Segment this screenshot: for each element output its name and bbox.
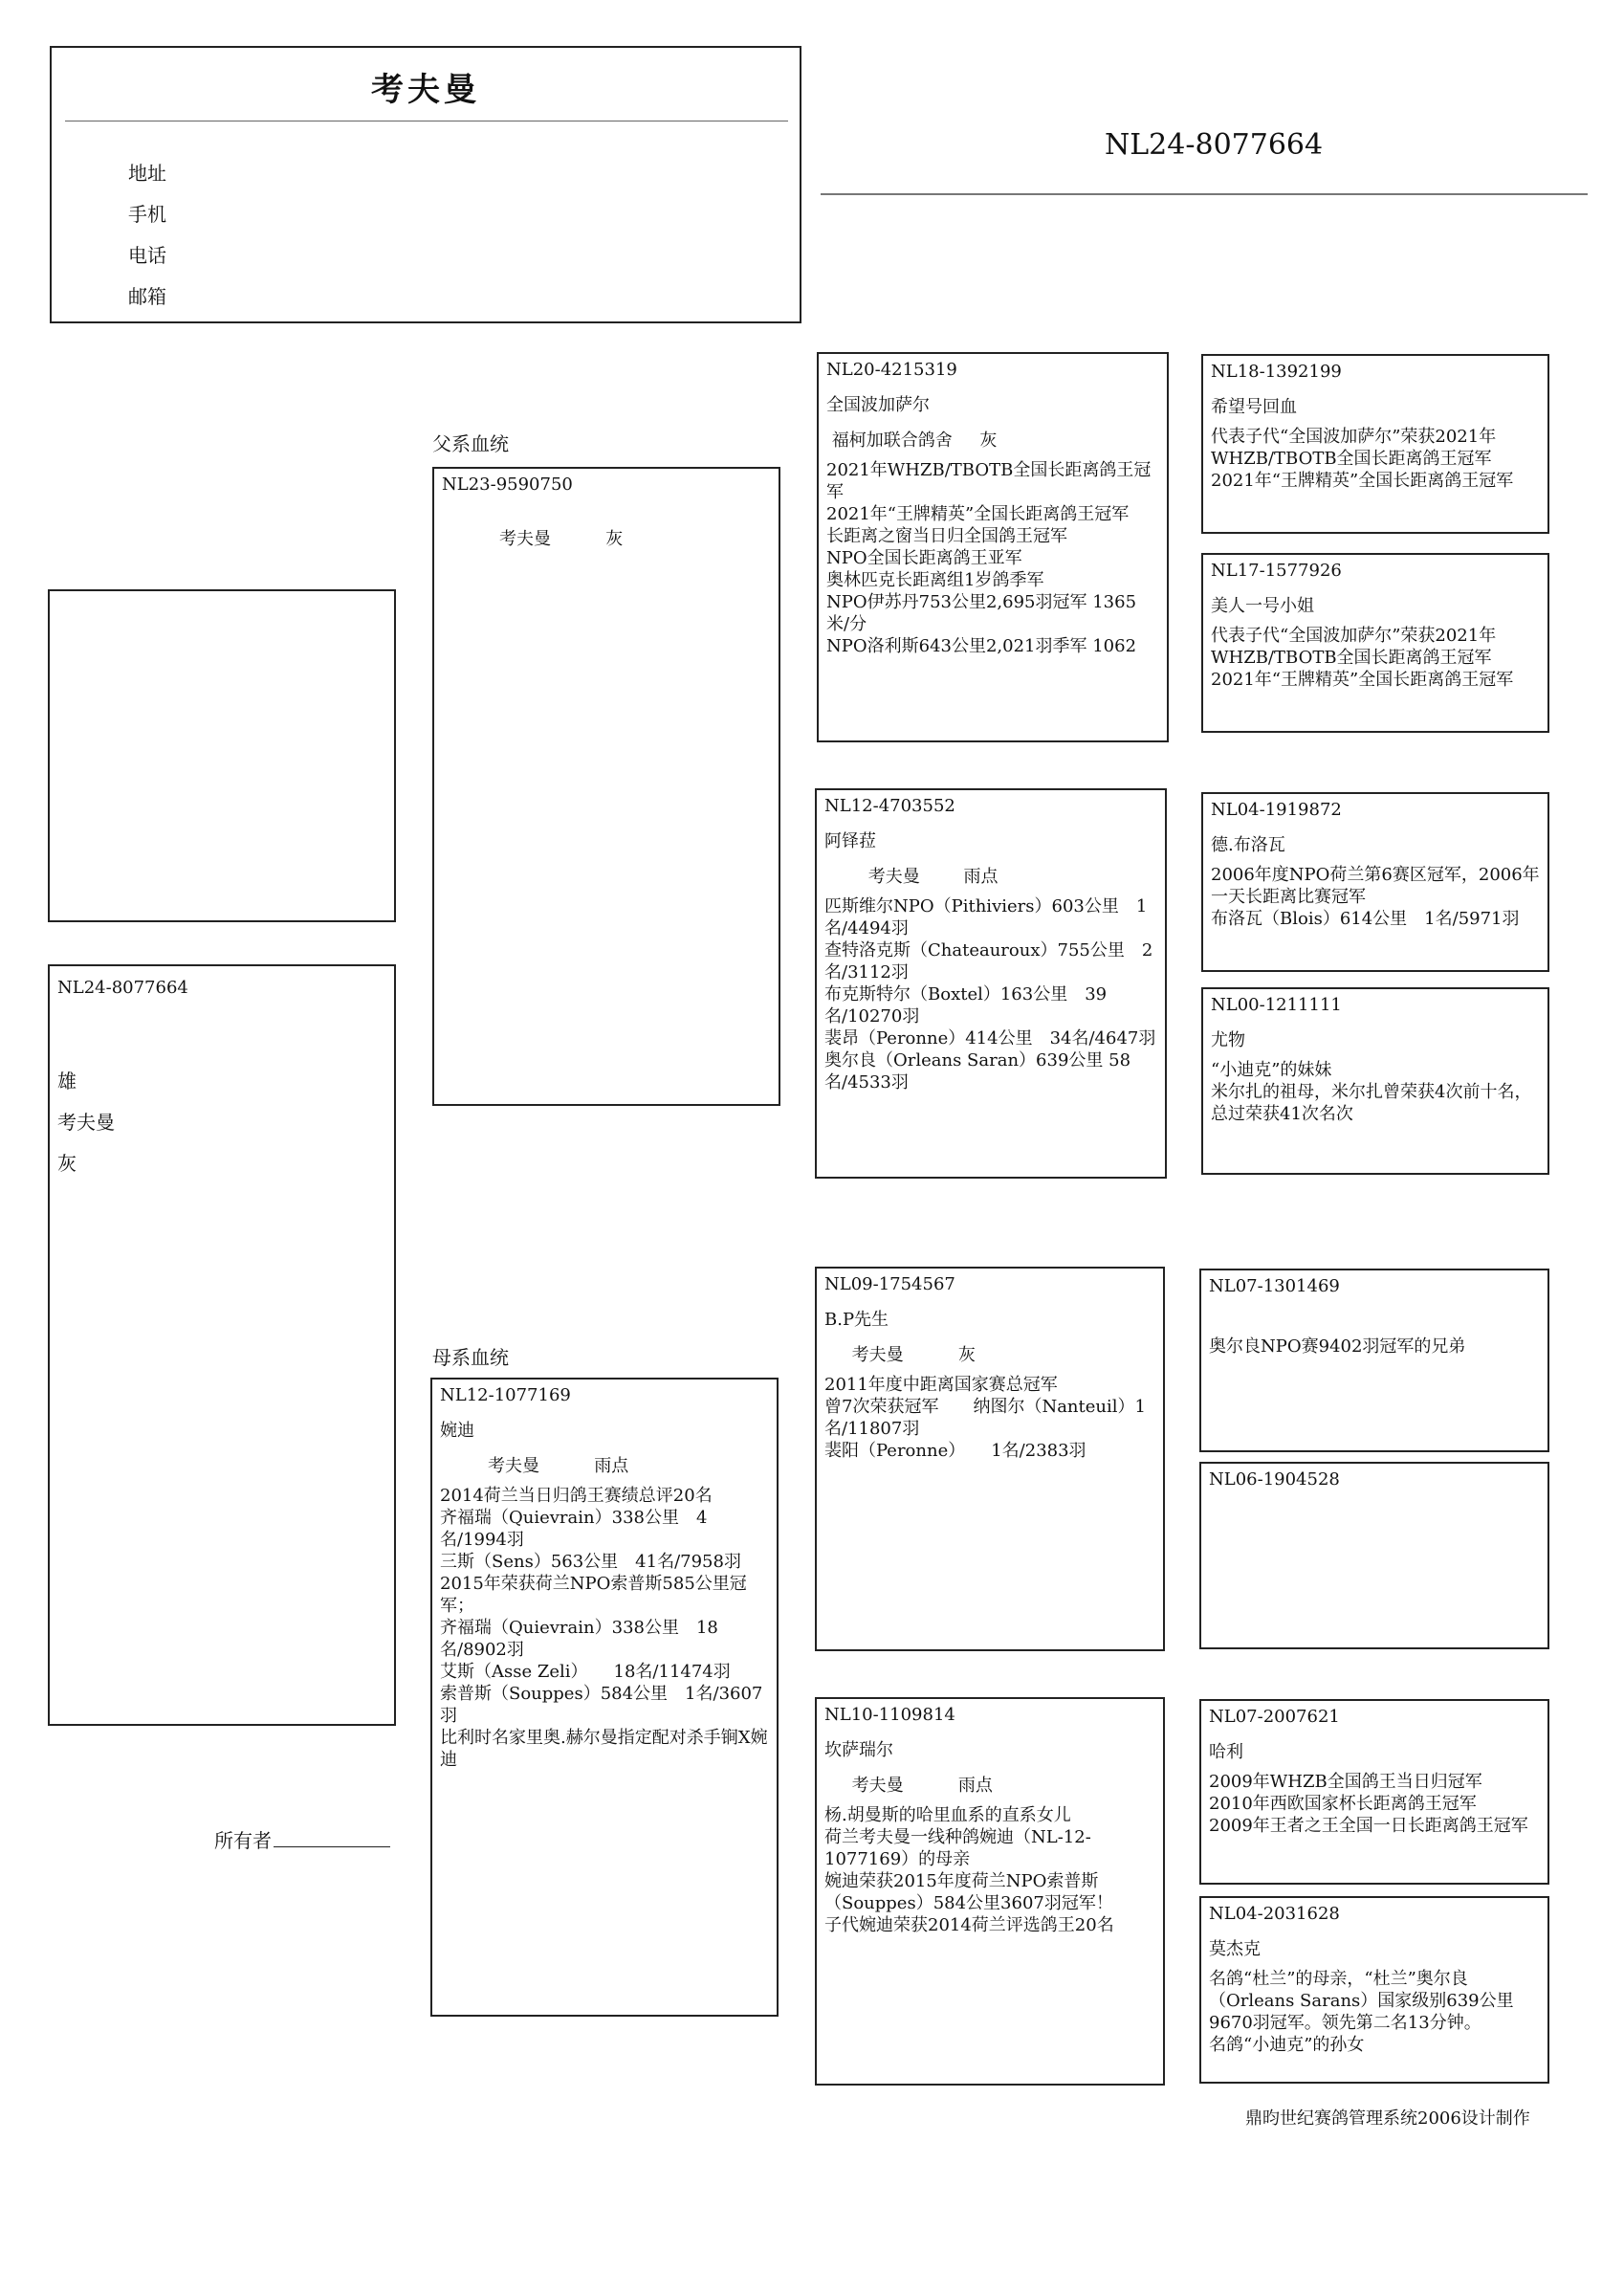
ggp-ring: NL06-1904528	[1209, 1469, 1340, 1490]
grandsire-sire-card	[817, 352, 1169, 742]
gp2-note: 裴昂（Peronne）414公里 34名/4647羽	[824, 1028, 1156, 1049]
owner-signature	[214, 1825, 390, 1853]
great-grandparent-card	[1199, 1699, 1549, 1885]
dam-breeder-color: 考夫曼 雨点	[488, 1456, 629, 1476]
ggp-ring: NL04-1919872	[1211, 800, 1342, 820]
gp1-note: NPO伊苏丹753公里2,695羽冠军 1365米/分	[826, 592, 1137, 634]
granddam-sire-card	[815, 788, 1167, 1179]
dam-notes	[440, 1485, 769, 1771]
gp1-note: 奥林匹克长距离组1岁鸽季军	[826, 570, 1044, 590]
subject-color: 灰	[57, 1152, 77, 1175]
owner-card-title: 考夫曼	[371, 71, 480, 109]
great-grandparent-card	[1201, 987, 1549, 1175]
sire-card	[432, 467, 780, 1106]
gp1-note: 长距离之窗当日归全国鸽王冠军	[826, 526, 1067, 546]
ggp-note: 布洛瓦（Blois）614公里 1名/5971羽	[1211, 909, 1520, 929]
dam-note: 比利时名家里奥.赫尔曼指定配对杀手锏X婉迪	[440, 1728, 768, 1770]
gp2-note: 布克斯特尔（Boxtel）163公里 39名/10270羽	[824, 984, 1108, 1027]
gp2-breeder-color: 考夫曼 雨点	[824, 867, 999, 887]
dam-note: 2015年荣获荷兰NPO索普斯585公里冠军；	[440, 1574, 747, 1616]
ggp-note: 2010年西欧国家杯长距离鸽王冠军	[1209, 1794, 1477, 1814]
ggp-note: 2021年“王牌精英”全国长距离鸽王冠军	[1211, 670, 1514, 690]
ggp-notes	[1211, 864, 1540, 930]
dam-ring: NL12-1077169	[440, 1385, 571, 1405]
photo-placeholder	[48, 589, 396, 922]
ggp-ring: NL00-1211111	[1211, 995, 1342, 1015]
owner-card	[50, 46, 801, 323]
ggp-notes	[1211, 1059, 1540, 1125]
dam-note: 索普斯（Souppes）584公里 1名/3607羽	[440, 1684, 763, 1726]
gp1-notes	[826, 459, 1159, 657]
subject-card	[48, 964, 396, 1726]
great-grandparent-card	[1199, 1269, 1549, 1452]
gp1-note: 2021年WHZB/TBOTB全国长距离鸽王冠军	[826, 460, 1152, 502]
gp3-ring: NL09-1754567	[824, 1274, 955, 1294]
gp4-note: 子代婉迪荣获2014荷兰评选鸽王20名	[824, 1915, 1114, 1935]
ggp-ring: NL04-2031628	[1209, 1904, 1340, 1924]
ggp-note: 米尔扎的祖母，米尔扎曾荣获4次前十名，总过荣获41次名次	[1211, 1082, 1532, 1124]
dam-card	[430, 1378, 779, 2017]
gp3-notes	[824, 1374, 1155, 1462]
subject-ring: NL24-8077664	[57, 978, 188, 998]
subject-sex: 雄	[57, 1070, 77, 1093]
owner-field-email: 邮箱	[128, 285, 166, 308]
ggp-notes	[1211, 426, 1540, 492]
great-grandparent-card	[1201, 354, 1549, 534]
great-grandparent-card	[1201, 792, 1549, 972]
dam-line-label: 母系血统	[432, 1346, 509, 1369]
gp3-name: B.P先生	[824, 1310, 889, 1330]
gp3-note: 2011年度中距离国家赛总冠军	[824, 1375, 1058, 1395]
ggp-name: 德.布洛瓦	[1211, 835, 1285, 855]
owner-field-mobile: 手机	[128, 203, 166, 226]
gp1-breeder-color: 福柯加联合鸽舍 灰	[826, 430, 998, 451]
gp1-note: 2021年“王牌精英”全国长距离鸽王冠军	[826, 504, 1130, 524]
dam-note: 艾斯（Asse Zeli） 18名/11474羽	[440, 1662, 731, 1682]
ggp-note: 2009年WHZB全国鸽王当日归冠军	[1209, 1772, 1482, 1792]
ggp-name: 希望号回血	[1211, 397, 1297, 417]
great-grandparent-card	[1201, 553, 1549, 733]
subject-breeder: 考夫曼	[57, 1111, 115, 1134]
ggp-notes	[1209, 1968, 1540, 2056]
owner-field-phone: 电话	[128, 244, 166, 267]
great-grandparent-card	[1199, 1462, 1549, 1649]
gp1-name: 全国波加萨尔	[826, 395, 930, 415]
gp2-notes	[824, 895, 1157, 1093]
header-divider	[821, 193, 1588, 195]
gp2-name: 阿铎菈	[824, 831, 876, 851]
sire-line-label: 父系血统	[432, 432, 509, 455]
ggp-note: 2021年“王牌精英”全国长距离鸽王冠军	[1211, 471, 1514, 491]
ggp-note: 名鸽“小迪克”的孙女	[1209, 2035, 1365, 2055]
ggp-ring: NL07-2007621	[1209, 1707, 1340, 1727]
great-grandparent-card	[1199, 1896, 1549, 2084]
gp2-note: 奥尔良（Orleans Saran）639公里 58名/4533羽	[824, 1050, 1131, 1093]
dam-note: 2014荷兰当日归鸽王赛绩总评20名	[440, 1486, 713, 1506]
footer-credit: 鼎昀世纪赛鸽管理系统2006设计制作	[1245, 2108, 1530, 2129]
granddam-dam-card	[815, 1697, 1165, 2086]
owner-signature-line	[274, 1846, 390, 1847]
gp4-breeder-color: 考夫曼 雨点	[824, 1776, 993, 1796]
ggp-note: “小迪克”的妹妹	[1211, 1060, 1332, 1080]
ggp-notes	[1209, 1336, 1540, 1358]
gp2-ring: NL12-4703552	[824, 796, 955, 816]
gp3-note: 裴阳（Peronne） 1名/2383羽	[824, 1441, 1086, 1461]
ggp-name: 莫杰克	[1209, 1939, 1261, 1959]
gp4-notes	[824, 1804, 1155, 1936]
gp2-note: 匹斯维尔NPO（Pithiviers）603公里 1名/4494羽	[824, 896, 1148, 938]
ggp-ring: NL07-1301469	[1209, 1276, 1340, 1296]
ggp-note: 代表子代“全国波加萨尔”荣获2021年WHZB/TBOTB全国长距离鸽王冠军	[1211, 626, 1497, 668]
ggp-name: 哈利	[1209, 1742, 1243, 1762]
gp4-ring: NL10-1109814	[824, 1705, 955, 1725]
ggp-note: 名鸽“杜兰”的母亲，“杜兰”奥尔良（Orleans Sarans）国家级别639公里9670羽冠军。领先第二名13分钟。	[1209, 1969, 1514, 2033]
dam-note: 齐福瑞（Quievrain）338公里 18名/8902羽	[440, 1618, 718, 1660]
ggp-name: 尤物	[1211, 1030, 1245, 1050]
gp1-note: NPO全国长距离鸽王亚军	[826, 548, 1022, 568]
dam-note: 齐福瑞（Quievrain）338公里 4名/1994羽	[440, 1508, 708, 1550]
ggp-note: 2006年度NPO荷兰第6赛区冠军，2006年一天长距离比赛冠军	[1211, 865, 1540, 907]
gp4-note: 杨.胡曼斯的哈里血系的直系女儿	[824, 1805, 1071, 1825]
grandsire-dam-card	[815, 1267, 1165, 1651]
gp3-note: 曾7次荣获冠军 纳图尔（Nanteuil）1名/11807羽	[824, 1397, 1146, 1439]
ggp-notes	[1209, 1771, 1540, 1837]
owner-field-address: 地址	[128, 162, 166, 185]
owner-label: 所有者	[214, 1829, 272, 1852]
ggp-note: 代表子代“全国波加萨尔”荣获2021年WHZB/TBOTB全国长距离鸽王冠军	[1211, 427, 1497, 469]
ggp-name: 美人一号小姐	[1211, 596, 1314, 616]
sire-ring: NL23-9590750	[442, 475, 573, 495]
gp1-note: NPO洛利斯643公里2,021羽季军 1062	[826, 636, 1137, 656]
ggp-ring: NL17-1577926	[1211, 561, 1342, 581]
gp4-note: 荷兰考夫曼一线种鸽婉迪（NL-12-1077169）的母亲	[824, 1827, 1091, 1869]
dam-note: 三斯（Sens）563公里 41名/7958羽	[440, 1552, 741, 1572]
ggp-note: 奥尔良NPO赛9402羽冠军的兄弟	[1209, 1336, 1466, 1357]
ggp-ring: NL18-1392199	[1211, 362, 1342, 382]
gp3-breeder-color: 考夫曼 灰	[824, 1345, 976, 1365]
gp2-note: 查特洛克斯（Chateauroux）755公里 2名/3112羽	[824, 940, 1153, 982]
gp1-ring: NL20-4215319	[826, 360, 957, 380]
gp4-name: 坎萨瑞尔	[824, 1740, 893, 1760]
ggp-note: 2009年王者之王全国一日长距离鸽王冠军	[1209, 1816, 1528, 1836]
header-ring-number: NL24-8077664	[1105, 128, 1324, 162]
gp4-note: 婉迪荣获2015年度荷兰NPO索普斯（Souppes）584公里3607羽冠军！	[824, 1871, 1113, 1913]
sire-breeder-color: 考夫曼 灰	[499, 529, 624, 549]
dam-name: 婉迪	[440, 1421, 474, 1441]
ggp-notes	[1211, 625, 1540, 691]
